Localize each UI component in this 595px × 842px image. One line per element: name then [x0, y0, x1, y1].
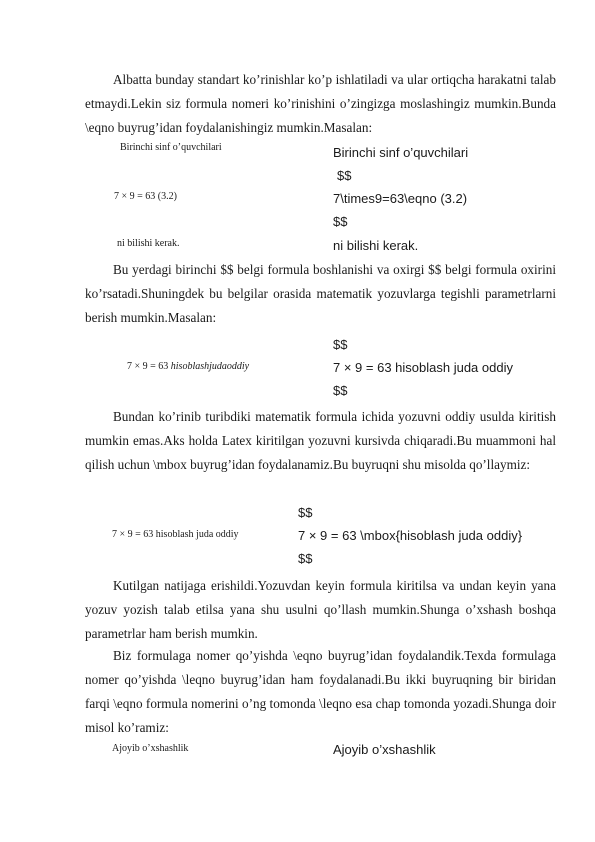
example1-rendered-formula: 7 × 9 = 63 (3.2) — [114, 191, 177, 202]
example3-code-line3: $$ — [298, 551, 313, 566]
example4-rendered-line: Ajoyib o’xshashlik — [112, 743, 189, 754]
paragraph-leqno: Biz formulaga nomer qo’yishda \eqno buyrug’idan foydalandik.Texda formulaga nomer qo’yishda \leqno buyrug’idan ham foydalanadi.Bu ikki buyruqning bir biridan farqi \eqno formula nomerini o’ng tomonda \leqno esa chap tomonda yozadi.Shunga doir misol ko’ramiz: — [85, 648, 556, 735]
example3-code-line1: $$ — [298, 505, 313, 520]
paragraph-eqno-intro: Albatta bunday standart ko’rinishlar ko’p ishlatiladi va ular ortiqcha harakatni talab etmaydi.Lekin siz formula nomeri ko’rinishini o’zingizga moslashingiz mumkin.Bunda \eqno buyrug’idan foydalanishingiz mumkin.Masalan: — [85, 72, 556, 135]
example4-code-line: Ajoyib o’xshashlik — [333, 742, 436, 757]
example3-code-line2: 7 × 9 = 63 \mbox{hisoblash juda oddiy} — [298, 528, 523, 543]
example1-rendered-line1: Birinchi sinf o’quvchilari — [120, 142, 222, 153]
example3-rendered-formula: 7 × 9 = 63 hisoblash juda oddiy — [112, 529, 239, 540]
paragraph-mbox: Bundan ko’rinib turibdiki matematik formula ichida yozuvni oddiy usulda kiritish mumkin emas.Aks holda Latex kiritilgan yozuvni kursivda chiqaradi.Bu muammoni hal qilish uchun \mbox buyrug’idan foydalanamiz.Bu buyruqni shu misolda qo’llaymiz: — [85, 409, 556, 472]
paragraph-dollar-signs: Bu yerdagi birinchi $$ belgi formula boshlanishi va oxirgi $$ belgi formula oxirini ko’rsatadi.Shuningdek bu belgilar orasida matematik yozuvlarga tegishli parametrlarni berish mumkin.Masalan: — [85, 262, 556, 325]
example2-italic-text: hisoblashjudaoddiy — [170, 361, 250, 372]
example1-code-line4: $$ — [333, 214, 348, 229]
example2-code-line1: $$ — [333, 337, 348, 352]
example1-code-line5: ni bilishi kerak. — [333, 238, 419, 253]
example1-code-line1: Birinchi sinf o’quvchilari — [333, 145, 469, 160]
example1-rendered-line3: ni bilishi kerak. — [117, 238, 180, 249]
paragraph-result: Kutilgan natijaga erishildi.Yozuvdan keyin formula kiritilsa va undan keyin yana yozuv yozish talab etilsa yana shu usulni qo’llash mumkin.Shunga o’xshash boshqa parametrlar ham berish mumkin. — [85, 578, 556, 641]
example1-code-line2: $$ — [337, 168, 352, 183]
example2-code-line2: 7 × 9 = 63 hisoblash juda oddiy — [333, 360, 513, 375]
example2-rendered-formula: 7 × 9 = 63 hisoblashjudaoddiy — [127, 361, 250, 372]
example2-code-line3: $$ — [333, 383, 348, 398]
example1-code-line3: 7\times9=63\eqno (3.2) — [333, 191, 468, 206]
